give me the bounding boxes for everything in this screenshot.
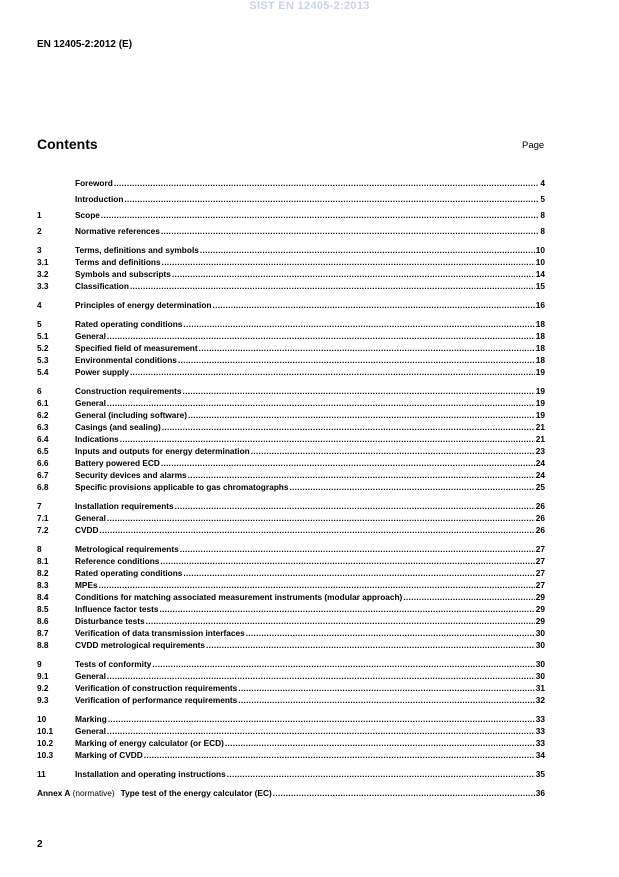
toc-number: 6.6 xyxy=(37,458,49,468)
toc-leader xyxy=(183,567,534,579)
toc-entry[interactable] xyxy=(37,713,545,725)
toc-leader xyxy=(107,397,535,409)
toc-number: 8.2 xyxy=(37,568,49,578)
toc-title: Specific provisions applicable to gas chromatographs xyxy=(75,482,289,492)
toc-leader xyxy=(206,639,535,651)
toc-leader xyxy=(175,500,535,512)
toc-number: 6.3 xyxy=(37,422,49,432)
toc-number: 7.1 xyxy=(37,513,49,523)
toc-title: Influence factor tests xyxy=(75,604,159,614)
toc-number: 8.7 xyxy=(37,628,49,638)
toc-entry[interactable] xyxy=(37,725,545,737)
toc-title: Construction requirements xyxy=(75,386,182,396)
toc-page: 14 xyxy=(535,269,545,279)
toc-page: 18 xyxy=(535,319,545,329)
toc-title: General xyxy=(75,671,106,681)
toc-page: 26 xyxy=(535,513,545,523)
toc-number: 5.2 xyxy=(37,343,49,353)
toc-title: Inputs and outputs for energy determination xyxy=(75,446,250,456)
toc-leader xyxy=(159,603,534,615)
toc-entry[interactable] xyxy=(37,603,545,615)
toc-leader xyxy=(130,280,535,292)
toc-leader xyxy=(199,342,535,354)
toc-entry[interactable] xyxy=(37,555,545,567)
toc-page: 5 xyxy=(540,194,545,204)
toc-title: Tests of conformity xyxy=(75,659,152,669)
toc-leader xyxy=(107,330,535,342)
toc-page: 36 xyxy=(535,788,545,798)
toc-entry[interactable] xyxy=(37,567,545,579)
toc-leader xyxy=(99,579,535,591)
toc-entry[interactable] xyxy=(37,500,545,512)
toc-page: 4 xyxy=(540,178,545,188)
toc-entry[interactable] xyxy=(37,481,545,493)
toc-page: 29 xyxy=(535,592,545,602)
toc-leader xyxy=(246,627,535,639)
toc-page: 34 xyxy=(535,750,545,760)
toc-number: 10.1 xyxy=(37,726,54,736)
toc-number: 5.4 xyxy=(37,367,49,377)
toc-number: 8.8 xyxy=(37,640,49,650)
toc-leader xyxy=(124,193,539,205)
toc-number: 6 xyxy=(37,386,42,396)
watermark: SIST EN 12405-2:2013 xyxy=(249,0,370,12)
toc-entry[interactable] xyxy=(37,342,545,354)
toc-title: Rated operating conditions xyxy=(75,319,183,329)
toc-leader xyxy=(183,385,535,397)
toc-entry[interactable] xyxy=(37,354,545,366)
toc-leader xyxy=(238,694,534,706)
toc-entry[interactable] xyxy=(37,409,545,421)
toc-page: 10 xyxy=(535,257,545,267)
toc-page: 30 xyxy=(535,640,545,650)
toc-entry[interactable] xyxy=(37,457,545,469)
toc-number: 10 xyxy=(37,714,47,724)
toc-leader xyxy=(403,591,534,603)
toc-page: 19 xyxy=(535,410,545,420)
toc-entry[interactable] xyxy=(37,177,545,189)
toc-title: Marking xyxy=(75,714,107,724)
toc-entry[interactable] xyxy=(37,524,545,536)
toc-title: Power supply xyxy=(75,367,129,377)
toc-number: 3.2 xyxy=(37,269,49,279)
toc-leader xyxy=(212,299,534,311)
toc-leader xyxy=(108,713,535,725)
toc-entry[interactable] xyxy=(37,421,545,433)
toc-title: Security devices and alarms xyxy=(75,470,187,480)
toc-number: 5.1 xyxy=(37,331,49,341)
toc-title: Metrological requirements xyxy=(75,544,179,554)
toc-title: Verification of construction requirements xyxy=(75,683,238,693)
toc-leader xyxy=(225,737,535,749)
toc-title: Scope xyxy=(75,210,100,220)
toc-page: 18 xyxy=(535,331,545,341)
toc-title: General xyxy=(75,513,106,523)
toc-entry[interactable] xyxy=(37,737,545,749)
annex-normative: (normative) xyxy=(72,788,115,798)
toc-entry[interactable] xyxy=(37,225,545,237)
toc-entry-annex-a[interactable] xyxy=(37,787,545,799)
toc-title: Installation and operating instructions xyxy=(75,769,226,779)
toc-number: 8.1 xyxy=(37,556,49,566)
toc-entry[interactable] xyxy=(37,627,545,639)
toc-entry[interactable] xyxy=(37,433,545,445)
toc-page: 15 xyxy=(535,281,545,291)
toc-number: 1 xyxy=(37,210,42,220)
toc-page: 19 xyxy=(535,386,545,396)
toc-page: 10 xyxy=(535,245,545,255)
toc-number: 8 xyxy=(37,544,42,554)
toc-page: 23 xyxy=(535,446,545,456)
annex-label: Annex A xyxy=(37,788,71,798)
toc-title: Terms, definitions and symbols xyxy=(75,245,199,255)
toc-page: 25 xyxy=(535,482,545,492)
toc-title: Classification xyxy=(75,281,129,291)
toc-title: Rated operating conditions xyxy=(75,568,183,578)
toc-entry[interactable] xyxy=(37,639,545,651)
toc-entry[interactable] xyxy=(37,280,545,292)
toc-leader xyxy=(188,469,535,481)
toc-entry[interactable] xyxy=(37,318,545,330)
toc-leader xyxy=(160,555,534,567)
toc-leader xyxy=(161,457,535,469)
toc-page: 19 xyxy=(535,398,545,408)
toc-leader xyxy=(161,225,540,237)
toc-page: 21 xyxy=(535,434,545,444)
toc-entry[interactable] xyxy=(37,768,545,780)
toc-entry[interactable] xyxy=(37,268,545,280)
toc-page: 8 xyxy=(540,226,545,236)
toc-number: 10.3 xyxy=(37,750,54,760)
toc-title: Conditions for matching associated measurement instruments (modular approach) xyxy=(75,592,403,602)
toc-page: 26 xyxy=(535,525,545,535)
toc-title: General xyxy=(75,398,106,408)
toc-leader xyxy=(130,366,535,378)
toc-number: 9.2 xyxy=(37,683,49,693)
toc-entry[interactable] xyxy=(37,445,545,457)
toc-number: 6.7 xyxy=(37,470,49,480)
toc-title: General (including software) xyxy=(75,410,188,420)
toc-page: 29 xyxy=(535,604,545,614)
toc-title: Marking of energy calculator (or ECD) xyxy=(75,738,224,748)
toc-title: CVDD metrological requirements xyxy=(75,640,206,650)
toc-entry[interactable] xyxy=(37,299,545,311)
toc-leader xyxy=(100,524,535,536)
toc-title: Principles of energy determination xyxy=(75,300,212,310)
toc-number: 8.6 xyxy=(37,616,49,626)
toc-entry[interactable] xyxy=(37,256,545,268)
toc-title: Introduction xyxy=(75,194,124,204)
toc-page: 26 xyxy=(535,501,545,511)
toc-title: Marking of CVDD xyxy=(75,750,143,760)
toc-page: 33 xyxy=(535,714,545,724)
toc-number: 9 xyxy=(37,659,42,669)
toc-number: 11 xyxy=(37,769,46,779)
toc-page: 16 xyxy=(535,300,545,310)
toc-leader xyxy=(162,256,535,268)
toc-page: 33 xyxy=(535,726,545,736)
toc-leader xyxy=(289,481,534,493)
toc-title: Specified field of measurement xyxy=(75,343,198,353)
toc-title: Reference conditions xyxy=(75,556,160,566)
toc-leader xyxy=(183,318,534,330)
toc-entry[interactable] xyxy=(37,670,545,682)
toc-page: 33 xyxy=(535,738,545,748)
toc-leader xyxy=(188,409,535,421)
toc-entry[interactable] xyxy=(37,469,545,481)
toc-entry[interactable] xyxy=(37,749,545,761)
toc-leader xyxy=(180,543,535,555)
toc-leader xyxy=(101,209,539,221)
toc-number: 7.2 xyxy=(37,525,49,535)
toc-leader xyxy=(107,512,535,524)
page-column-header: Page xyxy=(522,140,545,151)
toc-leader xyxy=(162,421,535,433)
toc-title: Symbols and subscripts xyxy=(75,269,171,279)
toc-page: 30 xyxy=(535,628,545,638)
toc-title: General xyxy=(75,726,106,736)
toc-page: 27 xyxy=(535,544,545,554)
toc-entry[interactable] xyxy=(37,512,545,524)
toc-title: Foreword xyxy=(75,178,113,188)
toc-number: 6.4 xyxy=(37,434,49,444)
toc-title: Indications xyxy=(75,434,119,444)
toc-page: 19 xyxy=(535,367,545,377)
toc-entry[interactable] xyxy=(37,615,545,627)
toc-title: Battery powered ECD xyxy=(75,458,160,468)
toc-page: 35 xyxy=(535,769,545,779)
toc-number: 8.3 xyxy=(37,580,49,590)
toc-entry[interactable] xyxy=(37,658,545,670)
toc-title: Normative references xyxy=(75,226,160,236)
toc-leader xyxy=(120,433,535,445)
toc-entry[interactable] xyxy=(37,244,545,256)
toc-number: 3.3 xyxy=(37,281,49,291)
toc-leader xyxy=(152,658,534,670)
toc-leader xyxy=(273,787,535,799)
toc-number: 3 xyxy=(37,245,42,255)
toc-leader xyxy=(238,682,534,694)
toc-page: 21 xyxy=(535,422,545,432)
toc-entry[interactable] xyxy=(37,330,545,342)
toc-page: 18 xyxy=(535,343,545,353)
toc-entry[interactable] xyxy=(37,579,545,591)
toc-title: Environmental conditions xyxy=(75,355,177,365)
toc-number: 4 xyxy=(37,300,42,310)
toc-page: 29 xyxy=(535,616,545,626)
toc-number: 8.5 xyxy=(37,604,49,614)
toc-title: General xyxy=(75,331,106,341)
toc-title: Installation requirements xyxy=(75,501,174,511)
toc-entry[interactable] xyxy=(37,209,545,221)
toc-entry[interactable] xyxy=(37,366,545,378)
toc-number: 5.3 xyxy=(37,355,49,365)
toc-page: 30 xyxy=(535,659,545,669)
toc-leader xyxy=(114,177,540,189)
toc-page: 27 xyxy=(535,568,545,578)
toc-page: 27 xyxy=(535,580,545,590)
toc-title: Disturbance tests xyxy=(75,616,145,626)
toc-title: Verification of data transmission interfaces xyxy=(75,628,245,638)
toc-entry[interactable] xyxy=(37,591,545,603)
toc-leader xyxy=(227,768,535,780)
toc-number: 6.1 xyxy=(37,398,49,408)
toc-page: 31 xyxy=(535,683,545,693)
toc-leader xyxy=(200,244,535,256)
toc-number: 9.3 xyxy=(37,695,49,705)
toc-leader xyxy=(107,670,535,682)
toc-leader xyxy=(107,725,535,737)
toc-number: 9.1 xyxy=(37,671,49,681)
toc-page: 24 xyxy=(535,470,545,480)
toc-title: Casings (and sealing) xyxy=(75,422,161,432)
toc-page: 32 xyxy=(535,695,545,705)
toc-number: 5 xyxy=(37,319,42,329)
toc-entry[interactable] xyxy=(37,193,545,205)
table-of-contents xyxy=(37,177,545,799)
toc-number: 6.8 xyxy=(37,482,49,492)
toc-number: 3.1 xyxy=(37,257,49,267)
toc-page: 8 xyxy=(540,210,545,220)
toc-title: CVDD xyxy=(75,525,99,535)
toc-leader xyxy=(251,445,535,457)
toc-entry[interactable] xyxy=(37,694,545,706)
page-title: Contents xyxy=(37,136,98,152)
toc-number: 6.5 xyxy=(37,446,49,456)
toc-number: 2 xyxy=(37,226,42,236)
toc-title: MPEs xyxy=(75,580,98,590)
annex-title: Type test of the energy calculator (EC) xyxy=(120,788,272,798)
toc-entry[interactable] xyxy=(37,397,545,409)
toc-entry[interactable] xyxy=(37,682,545,694)
toc-entry[interactable] xyxy=(37,543,545,555)
toc-number: 6.2 xyxy=(37,410,49,420)
toc-page: 27 xyxy=(535,556,545,566)
toc-leader xyxy=(146,615,535,627)
toc-title: Verification of performance requirements xyxy=(75,695,238,705)
toc-page: 24 xyxy=(535,458,545,468)
page-number: 2 xyxy=(37,839,43,850)
toc-leader xyxy=(178,354,535,366)
toc-title: Terms and definitions xyxy=(75,257,161,267)
toc-page: 30 xyxy=(535,671,545,681)
document-id: EN 12405-2:2012 (E) xyxy=(37,39,133,50)
toc-leader xyxy=(144,749,535,761)
toc-number: 10.2 xyxy=(37,738,54,748)
toc-number: 7 xyxy=(37,501,42,511)
toc-leader xyxy=(172,268,535,280)
toc-page: 18 xyxy=(535,355,545,365)
toc-entry[interactable] xyxy=(37,385,545,397)
toc-number: 8.4 xyxy=(37,592,49,602)
